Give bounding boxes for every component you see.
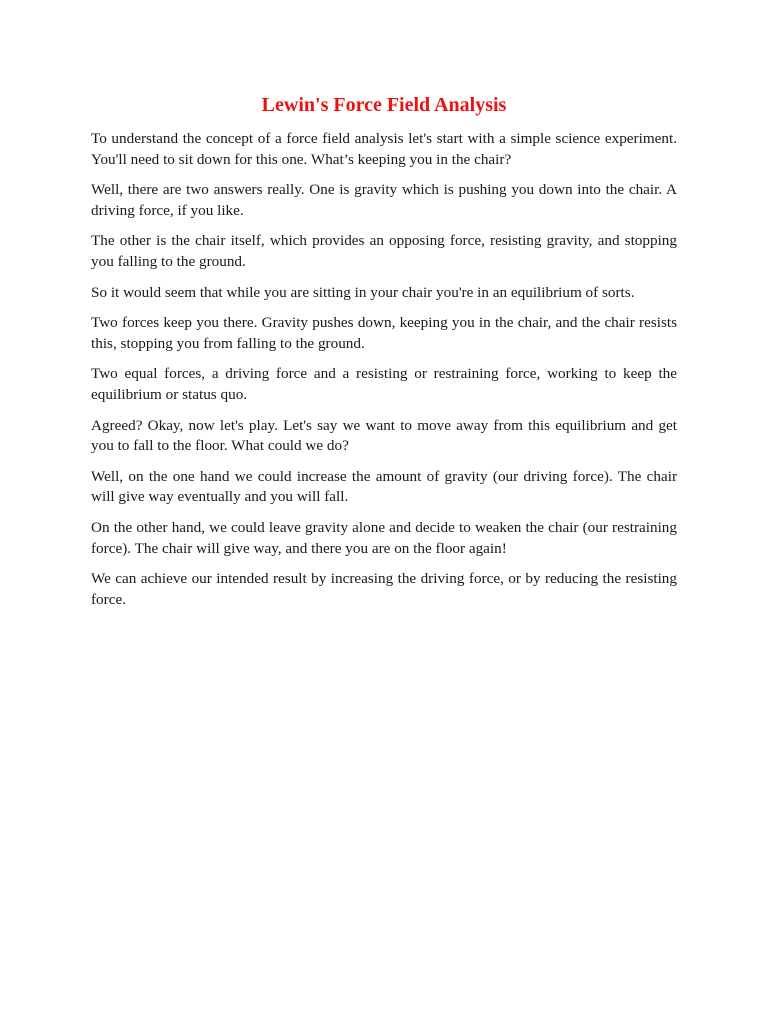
- paragraph: Two forces keep you there. Gravity pushes down, keeping you in the chair, and the chair resists this, stopping you from falling to the ground.: [91, 314, 677, 352]
- paragraph: We can achieve our intended result by increasing the driving force, or by reducing the resisting force.: [91, 570, 677, 608]
- document-title: Lewin's Force Field Analysis: [261, 94, 507, 116]
- paragraph: The other is the chair itself, which provides an opposing force, resisting gravity, and stopping you falling to the ground.: [91, 232, 677, 270]
- document-body: [91, 129, 677, 620]
- paragraph: On the other hand, we could leave gravity alone and decide to weaken the chair (our restraining force). The chair will give way, and there you are on the floor again!: [91, 518, 677, 557]
- paragraph: Well, there are two answers really. One is gravity which is pushing you down into the chair. A driving force, if you like.: [91, 181, 677, 219]
- paragraph: So it would seem that while you are sitting in your chair you're in an equilibrium of sorts.: [91, 283, 635, 301]
- paragraph: Two equal forces, a driving force and a resisting or restraining force, working to keep the equilibrium or status quo.: [91, 365, 677, 403]
- paragraph: Well, on the one hand we could increase the amount of gravity (our driving force). The chair will give way eventually and you will fall.: [91, 467, 677, 506]
- paragraph: To understand the concept of a force field analysis let's start with a simple science experiment. You'll need to sit down for this one. What’s keeping you in the chair?: [91, 130, 677, 168]
- paragraph: Agreed? Okay, now let's play. Let's say we want to move away from this equilibrium and get you to fall to the floor. What could we do?: [91, 416, 677, 455]
